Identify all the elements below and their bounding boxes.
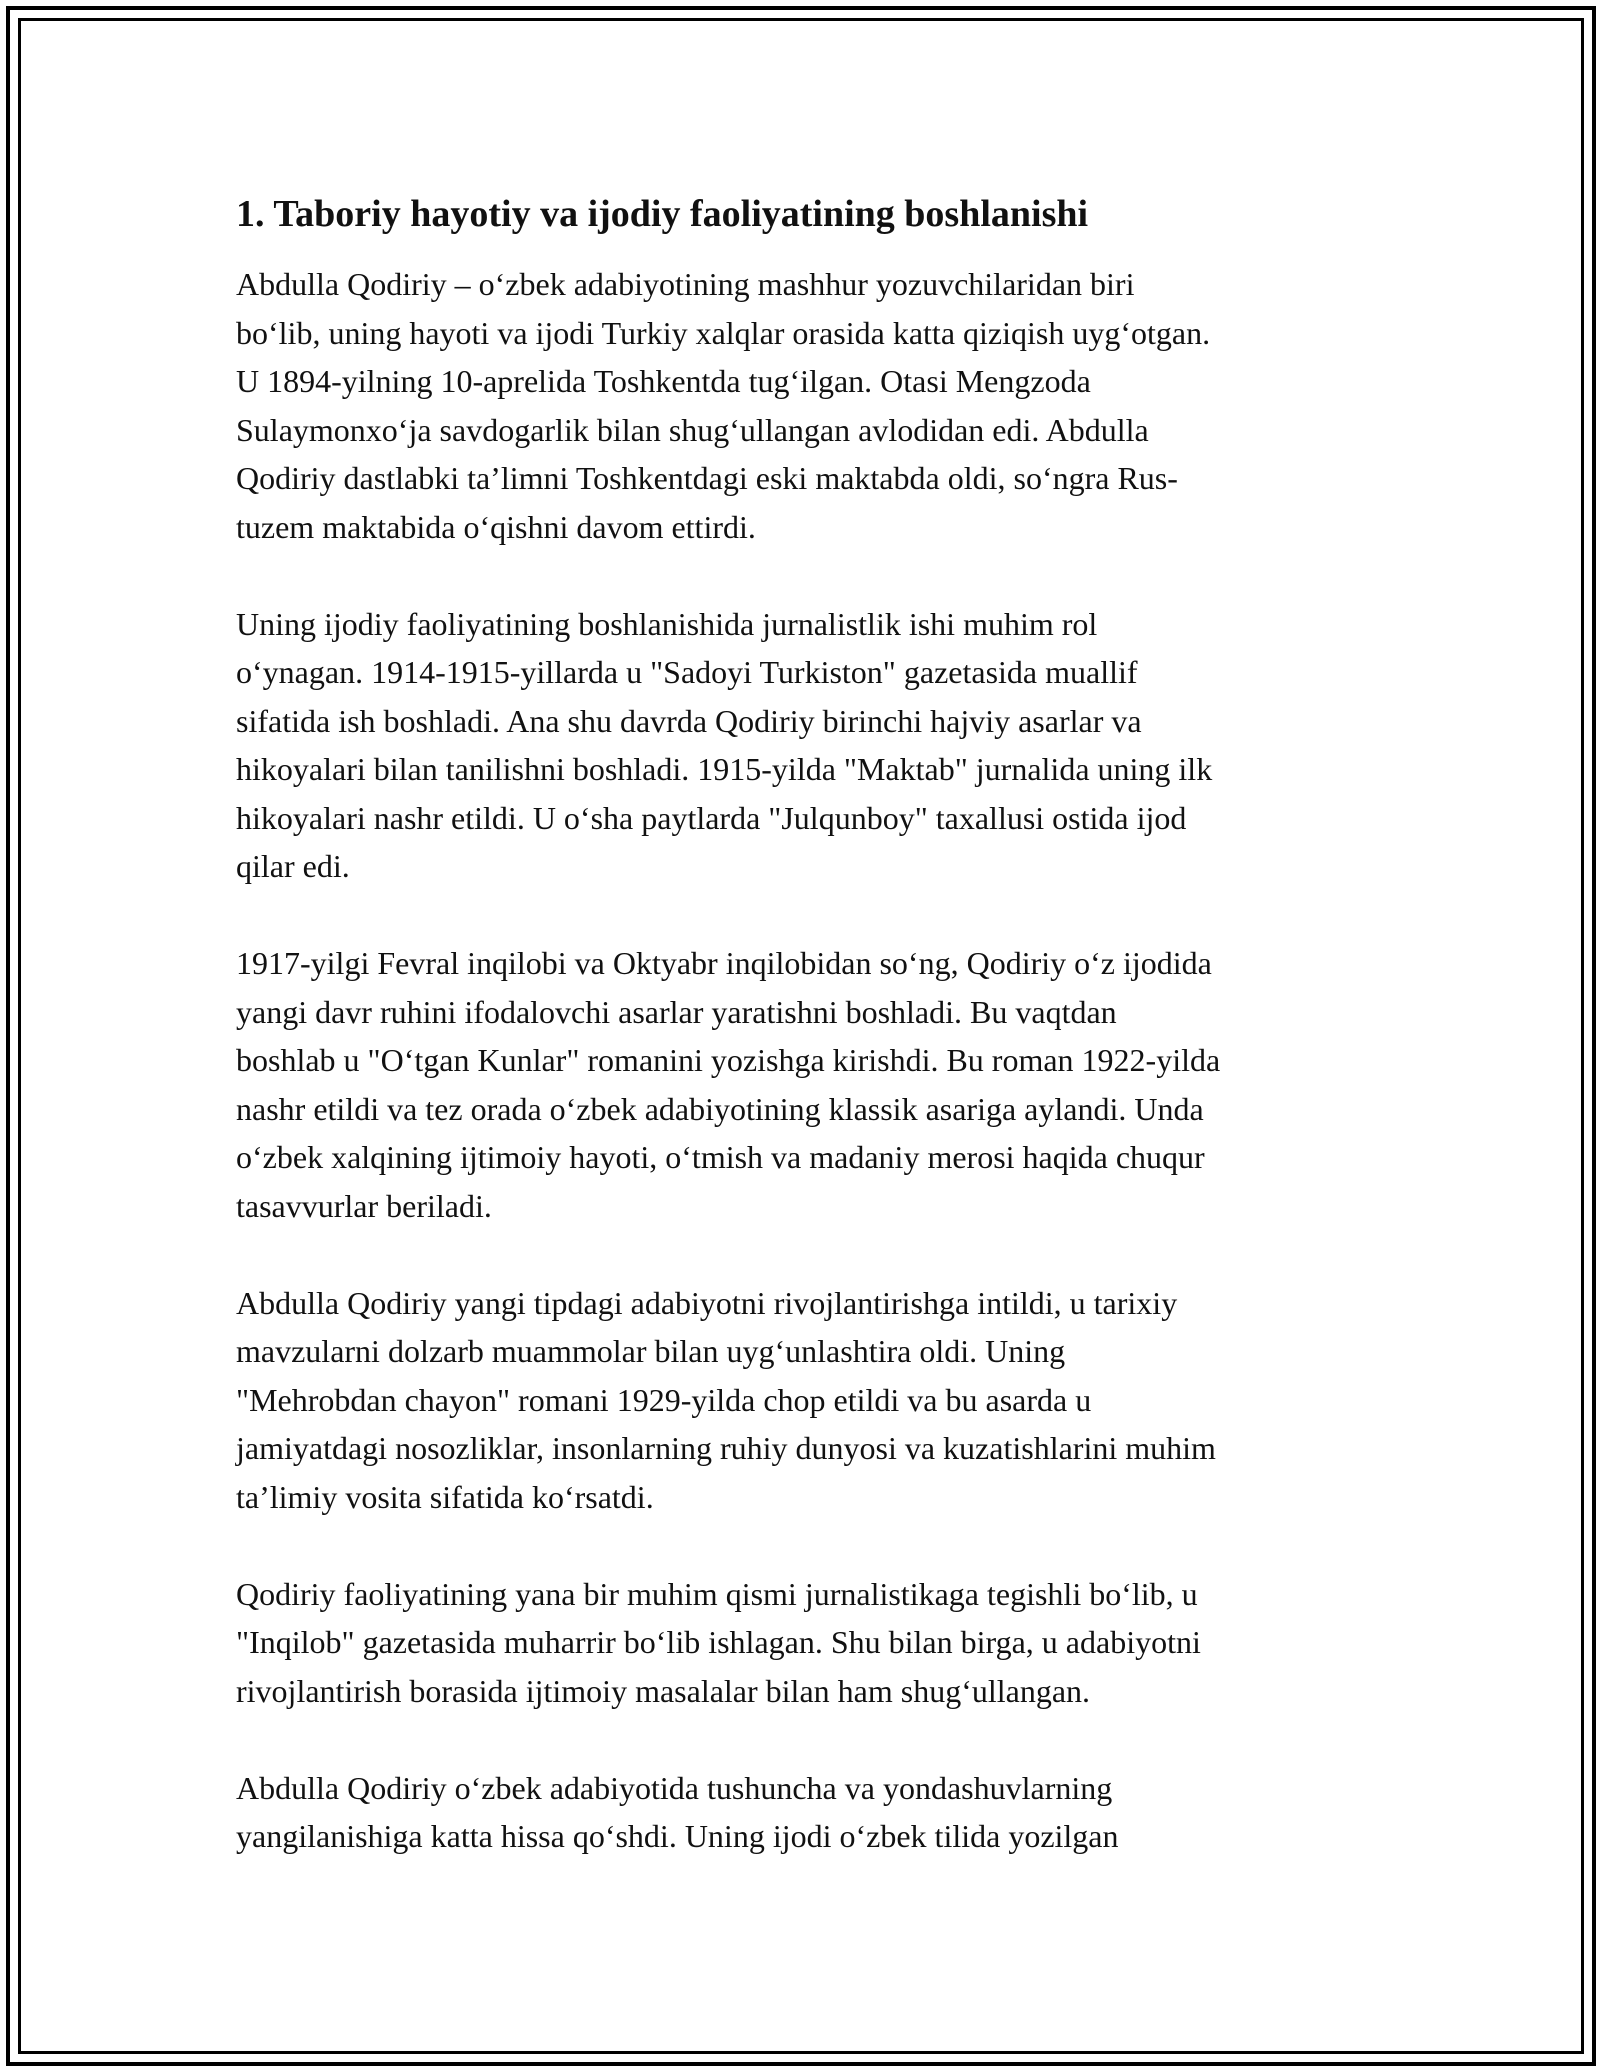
paragraph-6: Abdulla Qodiriy o‘zbek adabiyotida tushuncha va yondashuvlarning yangilanishiga katta hissa qo‘shdi. Uning ijodi o‘zbek tilida yozilgan: [236, 1769, 1119, 1854]
section-heading: 1. Taboriy hayotiy va ijodiy faoliyatining boshlanishi: [236, 193, 1089, 235]
paragraph-4: Abdulla Qodiriy yangi tipdagi adabiyotni rivojlantirishga intildi, u tarixiy mavzularni dolzarb muammolar bilan uyg‘unlashtira oldi. Uning "Mehrobdan chayon" romani 1929-yilda chop etildi va bu asarda u jamiyatdagi nosozliklar, insonlarning ruhiy dunyosi va kuzatishlarini muhim ta’limiy vosita sifatida ko‘rsatdi.: [236, 1284, 1216, 1515]
paragraph-5: Qodiriy faoliyatining yana bir muhim qismi jurnalistikaga tegishli bo‘lib, u "Inqilob" gazetasida muharrir bo‘lib ishlagan. Shu bilan birga, u adabiyotni rivojlantirish borasida ijtimoiy masalalar bilan ham shug‘ullangan.: [236, 1575, 1201, 1709]
paragraph-1: Abdulla Qodiriy – o‘zbek adabiyotining mashhur yozuvchilaridan biri bo‘lib, uning hayoti va ijodi Turkiy xalqlar orasida katta qiziqish uyg‘otgan. U 1894-yilning 10-aprelida Toshkentda tug‘ilgan. Otasi Mengzoda Sulaymonxo‘ja savdogarlik bilan shug‘ullangan avlodidan edi. Abdulla Qodiriy dastlabki ta’limni Toshkentdagi eski maktabda oldi, so‘ngra Rus- tuzem maktabida o‘qishni davom ettirdi.: [236, 266, 1211, 545]
paragraph-2: Uning ijodiy faoliyatining boshlanishida jurnalistlik ishi muhim rol o‘ynagan. 1914-1915-yillarda u "Sadoyi Turkiston" gazetasida muallif sifatida ish boshladi. Ana shu davrda Qodiriy birinchi hajviy asarlar va hikoyalari bilan tanilishni boshladi. 1915-yilda "Maktab" jurnalida uning ilk hikoyalari nashr etildi. U o‘sha paytlarda "Julqunboy" taxallusi ostida ijod qilar edi.: [236, 605, 1213, 884]
paragraph-3: 1917-yilgi Fevral inqilobi va Oktyabr inqilobidan so‘ng, Qodiriy o‘z ijodida yangi davr ruhini ifodalovchi asarlar yaratishni boshladi. Bu vaqtdan boshlab u "O‘tgan Kunlar" romanini yozishga kirishdi. Bu roman 1922-yilda nashr etildi va tez orada o‘zbek adabiyotining klassik asariga aylandi. Unda o‘zbek xalqining ijtimoiy hayoti, o‘tmish va madaniy merosi haqida chuqur tasavvurlar beriladi.: [236, 945, 1221, 1224]
document-body: [236, 188, 1376, 1909]
